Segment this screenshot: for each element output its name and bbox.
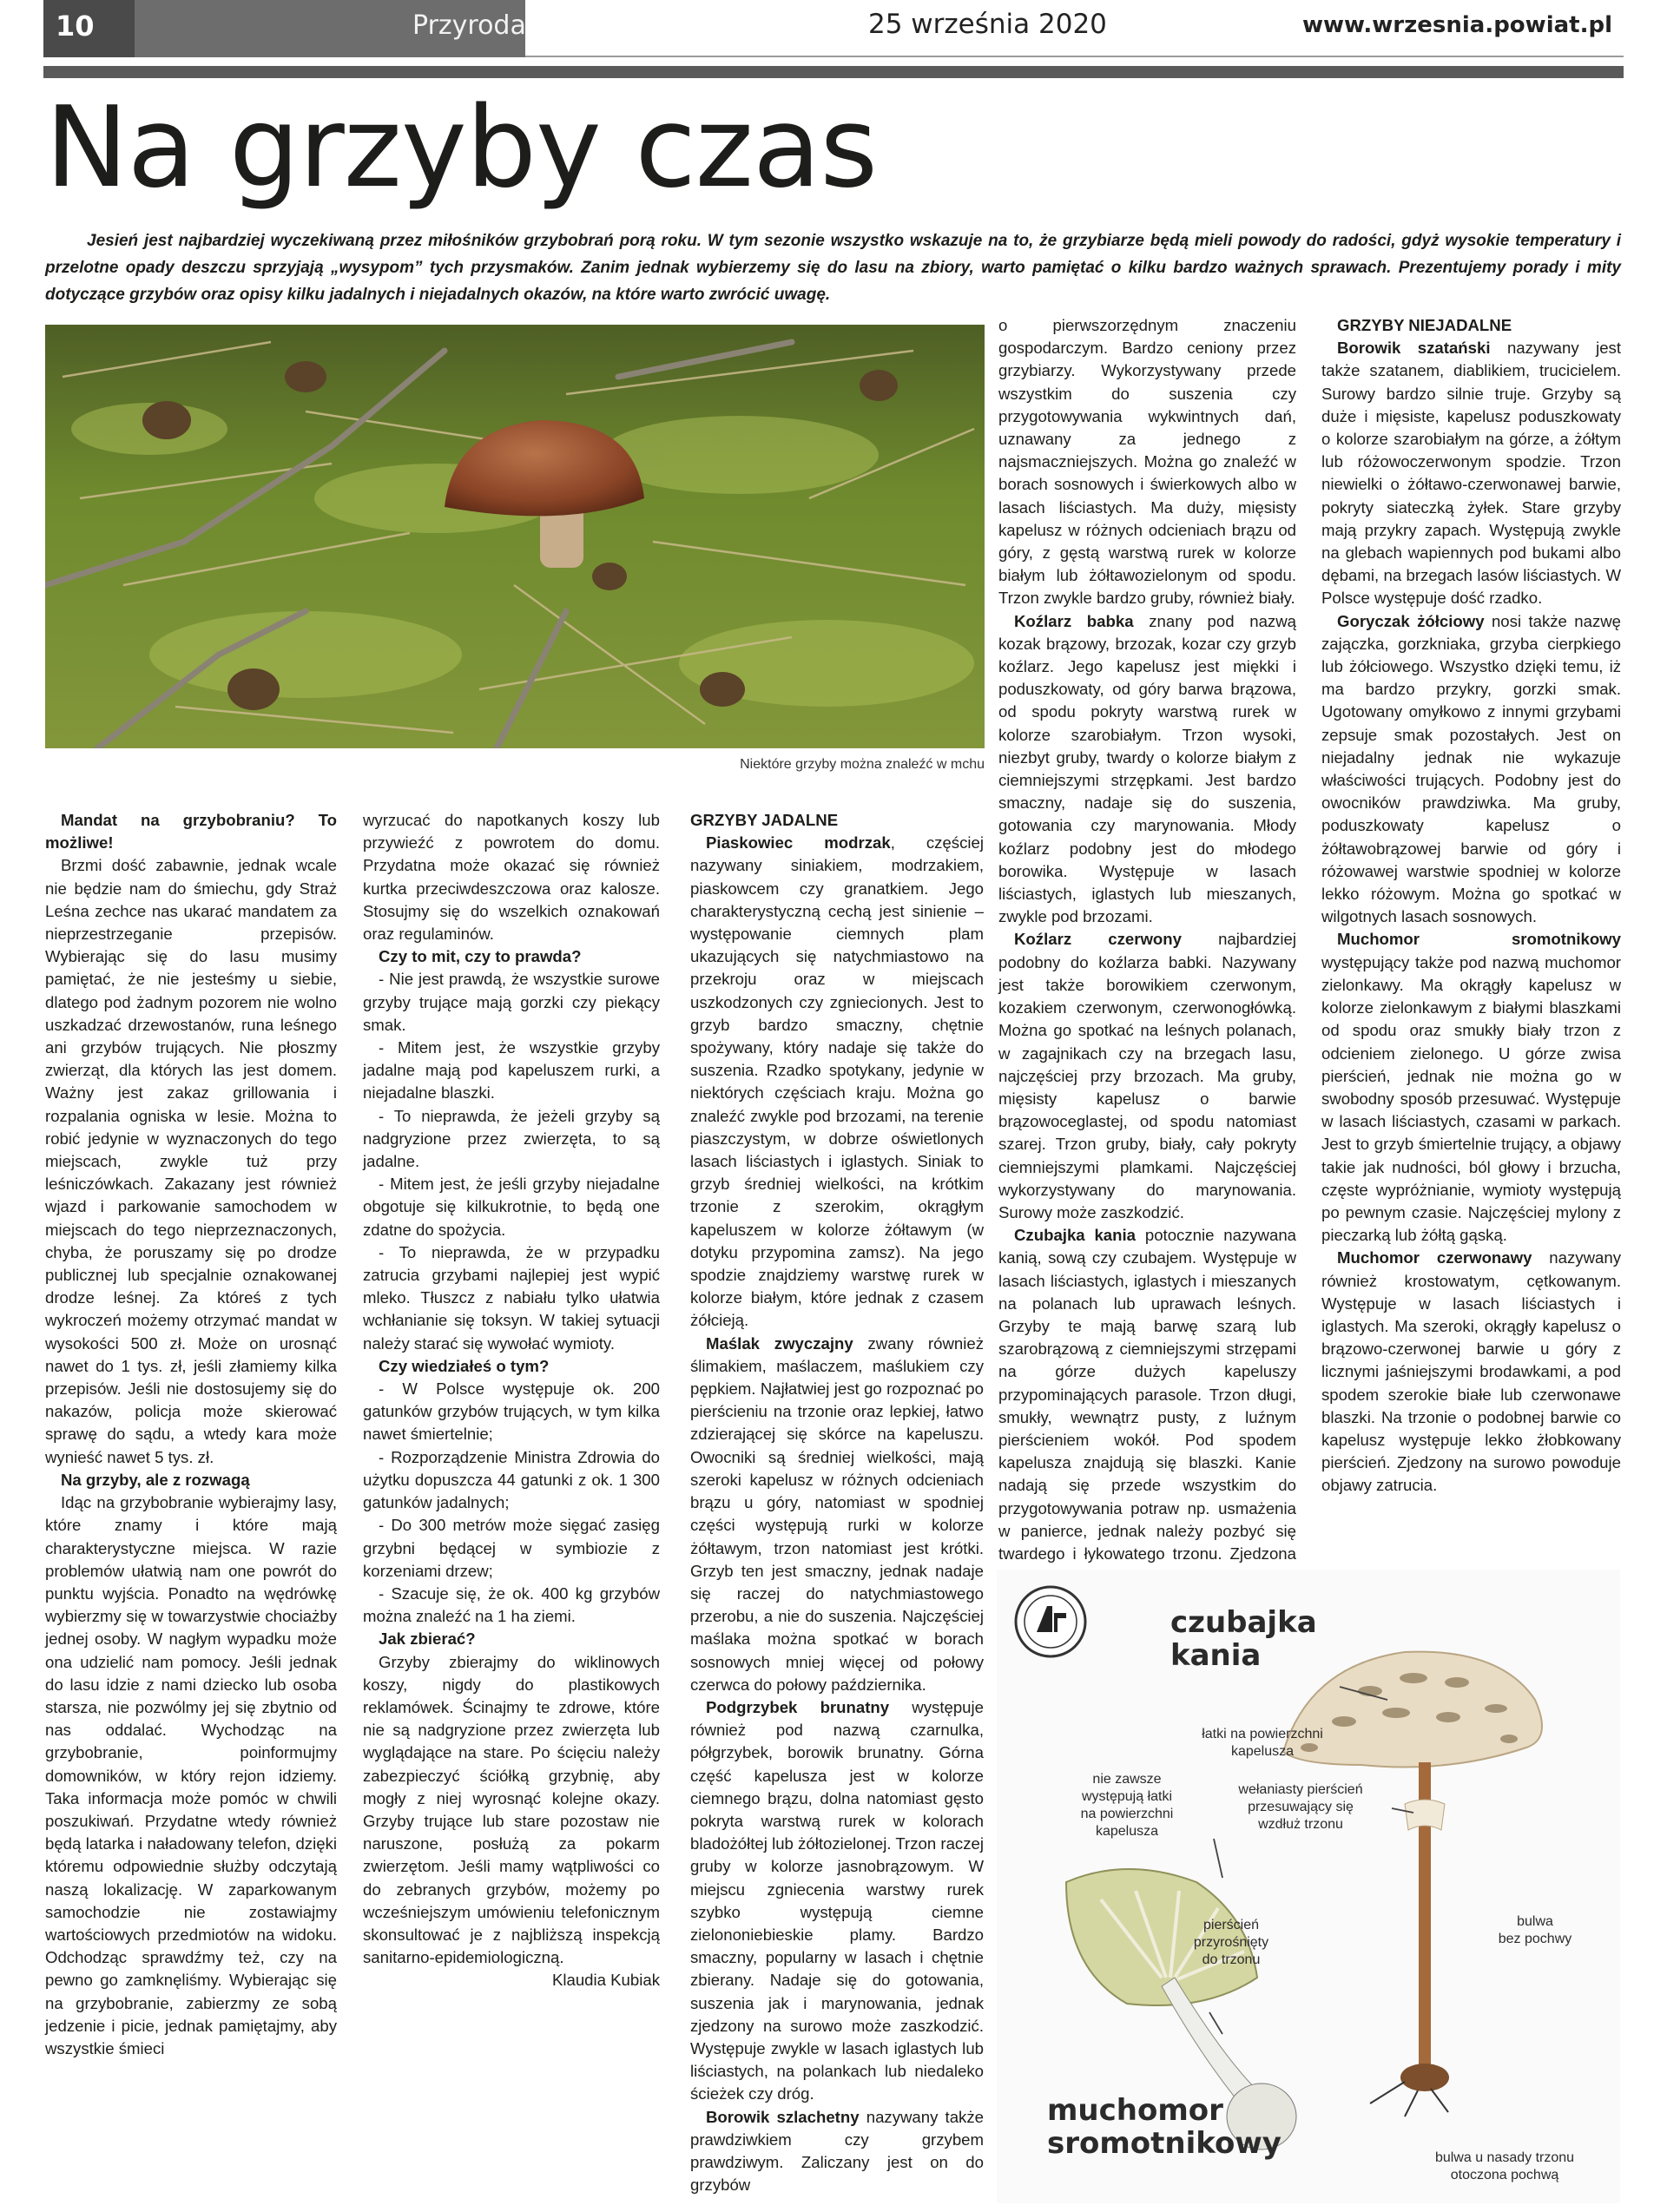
article-lead: Jesień jest najbardziej wyczekiwaną przez miłośników grzybobrań porą roku. W tym sezonie wszystko wskazuje na to, że grzybiarze będą mieli powody do radości, gdyż wysokie temperatury i przelotne opady deszczu sprzyjają „wysypom” tych przysmaków. Zanim jednak wybierzemy się do lasu na zbiory, warto pamiętać o kilku bardzo ważnych sprawach. Prezentujemy porady i mity dotyczące grzybów oraz opisy kilku jadalnych i niejadalnych okazów, na które warto zwrócić uwagę.	[45, 232, 1621, 304]
label-line: bulwa u nasady trzonu	[1434, 2150, 1575, 2165]
fact-item: - Do 300 metrów może sięgać zasięg grzybni będącej w symbiozie z korzeniami drzew;	[363, 1516, 660, 1580]
label-line: otoczona pochwą	[1450, 2168, 1559, 2182]
column-5	[1321, 314, 1621, 1498]
label-line: przyrośnięty	[1193, 1935, 1269, 1950]
mushroom-entry	[690, 832, 984, 1332]
mushroom-name: Czubajka kania	[1014, 1226, 1137, 1245]
paragraph: wyrzucać do napotkanych koszy lub przywieźć z powrotem do domu. Przydatna może okazać się również kurtka przeciwdeszczowa oraz kalosze. Stosujmy się do wszelkich oznakowań oraz regulaminów.	[363, 811, 660, 944]
parasol-mushroom-icon	[1283, 1652, 1542, 2117]
muchomor-title	[1047, 2094, 1282, 2160]
muchomor-title-line: muchomor	[1047, 2093, 1223, 2128]
label-line: występują łatki	[1081, 1789, 1173, 1804]
page-number: 10	[43, 0, 135, 57]
mushroom-description: znany pod nazwą kozak brązowy, brzozak, kozar czy grzyb koźlarz. Jego kapelusz jest miękki i poduszkowaty, od góry barwa brązowa, od spodu pokryty warstwą rurek w kolorze szarobiałym. Trzon wysoki, niezbyt gruby, twardy o kolorze białym z ciemniejszymi strzępkami. Jest bardzo smaczny, nadaje się do suszenia, gotowania czy marynowania. Młody koźlarz podobny jest do młodego borowika. Występuje w lasach liściastych, iglastych lub mieszanych, zwykle pod brzozami.	[998, 611, 1296, 926]
section-heading: GRZYBY JADALNE	[690, 811, 839, 829]
mushroom-name: Goryczak żółciowy	[1337, 611, 1485, 630]
mushroom-name: Koźlarz babka	[1014, 611, 1134, 630]
mushroom-name: Borowik szatański	[1337, 339, 1491, 358]
label-nie-zawsze	[1040, 1771, 1214, 1840]
label-line: nie zawsze	[1092, 1772, 1162, 1787]
label-pierscien-kania	[1214, 1781, 1387, 1833]
kania-title-line: kania	[1170, 1638, 1262, 1673]
label-latki	[1176, 1726, 1349, 1761]
mushroom-name: Koźlarz czerwony	[1014, 930, 1182, 949]
mushroom-entry	[690, 2106, 984, 2197]
fact-item: - Szacuje się, że ok. 400 kg grzybów można znaleźć na 1 ha ziemi.	[363, 1583, 660, 1626]
mushroom-entry	[1321, 610, 1621, 929]
label-line: kapelusza	[1095, 1824, 1159, 1839]
mushroom-description: , częściej nazywany siniakiem, modrzakiem, piaskowcem czy granatkiem. Jego charakterystyczną cechą jest sinienie – występowanie ciemnych plam ukazujących się natychmiastowo na przekroju oraz w miejscach uszkodzonych czy zgniecionych. Jest to grzyb bardzo smaczny, chętnie spożywany, który nadaje się także do suszenia. Rzadko spotykany, jedynie w niektórych częściach kraju. Można go znaleźć zwykle pod brzozami, na terenie piaszczystym, w dobrze oświetlonych lasach liściastych i iglastych. Siniak to grzyb średniej wielkości, na krótkim trzonie z szerokim, okrągłym kapeluszem w kolorze żółtawym (w dotyku przypomina zamsz). Na jego spodzie znajdziemy warstwę rurek w kolorze białym, które jednak z czasem żółcieją.	[690, 833, 985, 1330]
column-4	[998, 314, 1296, 1588]
label-line: bulwa	[1517, 1914, 1553, 1929]
mushroom-description: najbardziej podobny do koźlarza babki. Nazywany jest także borowikiem czerwonym, kozakiem czerwonym, czerwonogłówką. Można go spotkać na leśnych polanach, w zagajnikach czy na brzegach lasu, najczęściej przy brzozach. Ma gruby, mięsisty kapelusz o barwie brązowoceglastej, od spodu natomiast szarej. Trzon gruby, biały, cały pokryty ciemniejszymi plamkami. Najczęściej wykorzystywany do marynowania. Surowy może zaszkodzić.	[998, 930, 1296, 1221]
kania-title-line: czubajka	[1170, 1605, 1317, 1640]
label-bulwa	[1483, 1913, 1587, 1948]
subheading: Na grzyby, ale z rozwagą	[61, 1470, 250, 1489]
myth-item: - Mitem jest, że wszystkie grzyby jadalne mają pod kapeluszem rurki, a niejadalne blaszki.	[363, 1038, 660, 1103]
mushroom-description: występujący także pod nazwą muchomor zielonkawy. Ma okrągły kapelusz w kolorze zielonkawym z białymi blaszkami od spodu oraz smukły biały trzon z odcieniem zielonego. U górze zwisa pierścień, jednak nie można go w swobodny sposób przesuwać. Występuje w lasach liściastych, czasami w parkach. Jest to grzyb śmiertelnie trujący, a objawy takie jak nudności, ból głowy i brzucha, częste wypróżnianie, wymioty występują po pewnym czasie. Najczęściej mylony z pieczarką lub żółtą gąską.	[1321, 952, 1621, 1245]
paragraph: Brzmi dość zabawnie, jednak wcale nie będzie nam do śmiechu, gdy Straż Leśna zechce nas ukarać mandatem za nieprzestrzeganie przepisów. Wybierając się do lasu musimy pamiętać, że nie jesteśmy u siebie, dlatego pod żadnym pozorem nie wolno uszkadzać drzewostanów, runa leśnego ani grzybów trujących. Nie płoszmy zwierząt, dla których las jest domem. Ważny jest zakaz grillowania i rozpalania ogniska w lesie. Można to robić jedynie w wyznaczonych do tego miejscach, zwykle tuż przy leśniczówkach. Zakazany jest również wjazd i parkowanie samochodem w miejscach do tego nieprzeznaczonych, chyba, że poruszamy się po drodze publicznej lub specjalnie oznakowanej drodze leśnej. Za któreś z tych wykroczeń możemy otrzymać mandat w wysokości 500 zł. Może on urosnąć nawet do 1 tys. zł, jeśli złamiemy kilka przepisów. Jeśli nie dostosujemy się do nakazów, policja może skierować sprawę do sądu, a wtedy kara może wynieść nawet 5 tys. zł.	[45, 856, 337, 1466]
mushroom-entry	[1321, 1247, 1621, 1497]
kania-title	[1170, 1606, 1317, 1672]
myth-item: - To nieprawda, że jeżeli grzyby są nadgryzione przez zwierzęta, to są jadalne.	[363, 1106, 660, 1171]
mushroom-description: nazywany jest także szatanem, diablikiem, trucicielem. Surowy bardzo silnie truje. Grzyby są duże i mięsiste, kapelusz poduszkowaty o kolorze szarobiałym na górze, a żółtym lub różowoczerwonym spodzie. Trzon niewielki o żółtawo-czerwonawej barwie, pokryty siateczką żyłek. Stare grzyby mają przykry zapach. Występują zwykle na glebach wapiennych pod bukami albo dębami, na brzegach lasów liściastych. W Polsce występuje dość rzadko.	[1321, 339, 1622, 608]
column-3	[690, 809, 984, 2196]
label-line: na powierzchni	[1080, 1807, 1174, 1821]
section-heading: GRZYBY NIEJADALNE	[1337, 316, 1512, 334]
mushroom-infographic	[997, 1570, 1620, 2203]
fact-item: - W Polsce występuje ok. 200 gatunków grzybów trujących, w tym kilka nawet śmiertelnie;	[363, 1379, 660, 1444]
myth-item: - Mitem jest, że jeśli grzyby niejadalne obgotuje się kilkukrotnie, to będą one zdatne do spożycia.	[363, 1175, 660, 1239]
mushroom-description: nazywany także prawdziwkiem czy grzybem prawdziwym. Zaliczany jest on do grzybów	[690, 2107, 984, 2195]
label-bulwa-pochwa	[1405, 2149, 1604, 2184]
muchomor-title-line: sromotnikowy	[1047, 2126, 1282, 2161]
mushroom-name: Borowik szlachetny	[706, 2107, 860, 2126]
mushroom-entry	[690, 1333, 984, 1696]
website-link[interactable]: www.wrzesnia.powiat.pl	[1302, 12, 1612, 38]
mushroom-entry	[998, 928, 1296, 1224]
mushroom-name: Maślak zwyczajny	[706, 1333, 853, 1353]
mushroom-description: występuje również pod nazwą czarnulka, półgrzybek, borowik brunatny. Górna część kapelusza jest w kolorze ciemnego brązu, dolna natomiast gęsto pokryta warstwą rurek w kolorach bladożółtej lub żółtozielonej. Trzon raczej gruby w kolorze jasnobrązowym. W miejscu zgniecenia warstwy rurek szybko występują ciemne zielononiebieskie plamy. Bardzo smaczny, popularny w lasach i chętnie zbierany. Nadaje się do gotowania, suszenia jak i marynowania, jednak zjedzony na surowo może zaszkodzić. Występuje zwykle w lasach iglastych lub liściastych, na polankach lub niedaleko ścieżek czy dróg.	[690, 1697, 984, 2103]
mushroom-description: nosi także nazwę zajączka, gorzkniaka, grzyba cierpkiego lub żółciowego. Wszystko dzięki temu, iż ma bardzo przykry, gorzki smak. Ugotowany omyłkowo z innymi grzybami zepsuje smak pozostałych. Jest on niejadalny jednak nie wykazuje właściwości trujących. Podobny jest do owocników prawdziwka. Ma gruby, poduszkowaty kapelusz o żółtawobrązowej barwie od góry i różowawej warstwie spodniej w kolorze lekko różowym. Można go spotkać w wilgotnych lasach sosnowych.	[1321, 611, 1622, 926]
subheading: Jak zbierać?	[379, 1629, 476, 1649]
header-bar	[43, 66, 1624, 78]
mushroom-entry	[998, 610, 1296, 929]
paragraph: Grzyby zbierajmy do wiklinowych koszy, nigdy do plastikowych reklamówek. Ścinajmy te zdrowe, które nie są nadgryzione przez zwierzęta lub wyglądające na stare. Po ścięciu należy zabezpieczyć ściółką grzybnię, aby mogły z niej wyrosnąć kolejne okazy. Grzyby trujące lub stare pozostaw nie naruszone, posłużą za pokarm zwierzętom. Jeśli mamy wątpliwości co do zebranych grzybów, możemy po wcześniejszym umówieniu telefonicznym skonsultować je z najbliższą inspekcją sanitarno-epidemiologiczną.	[363, 1652, 660, 1967]
mushroom-name: Piaskowiec modrzak	[706, 833, 891, 853]
author-name: Klaudia Kubiak	[551, 1971, 660, 1990]
fact-item: - Rozporządzenie Ministra Zdrowia do użytku dopuszcza 44 gatunki z ok. 1 300 gatunków jadalnych;	[363, 1447, 660, 1512]
label-line: kapelusza	[1230, 1744, 1295, 1759]
article-title: Na grzyby czas	[45, 83, 878, 213]
label-line: wełaniasty pierścień	[1238, 1782, 1363, 1797]
mushroom-name: Podgrzybek brunatny	[706, 1697, 890, 1716]
myth-item: - Nie jest prawdą, że wszystkie surowe grzyby trujące mają gorzki czy piekący smak.	[363, 970, 660, 1034]
section-name: Przyroda	[135, 0, 525, 57]
mushroom-description: potocznie nazywana kanią, sową czy czubajem. Występuje w lasach liściastych, iglastych i mieszanych na polanach lub uprawach leśnych. Grzyby te mają barwę szarą lub szarobrązową z ciemniejszymi strzępami na górze dużych kapeluszy przypominających parasole. Trzon długi, smukły, wewnątrz pusty, z luźnym pierścieniem wokół. Pod spodem kapelusza znajdują się blaszki. Kanie nadają się przede wszystkim do przygotowywania potraw np. usmażenia w panierce, jednak należy pozbyć się twardego i łykowatego trzonu. Zjedzona	[998, 1226, 1297, 1563]
issue-date: 25 września 2020	[868, 9, 1107, 40]
mushroom-entry	[1321, 337, 1621, 609]
label-line: bez pochwy	[1498, 1932, 1572, 1946]
label-line: pierścień	[1202, 1918, 1260, 1932]
paragraph: o pierwszorzędnym znaczeniu gospodarczym. Bardzo ceniony przez grzybiarzy. Wykorzystywany przede wszystkim do suszenia czy przygotowywania wykwintnych dań, uznawany za jednego z najsmaczniejszych. Można go znaleźć w borach sosnowych i świerkowych albo w lasach liściastych. Ma duży, mięsisty kapelusz w różnych odcieniach brązu od góry, z gęstą warstwą rurek w kolorze białym lub żółtawozielonym od spodu. Trzon zwykle bardzo gruby, również biały.	[998, 316, 1296, 608]
label-line: wzdłuż trzonu	[1258, 1817, 1343, 1832]
subheading: Czy wiedziałeś o tym?	[379, 1356, 550, 1375]
paragraph: Idąc na grzybobranie wybierajmy lasy, które znamy i które mają charakterystyczne miejsca. W razie problemów ułatwią nam one powrót do punktu wyjścia. Ponadto na wędrówkę wybierzmy się w towarzystwie chociażby jednej osoby. W nagłym wypadku może ona udzielić nam pomocy. Jeśli jednak do lasu idzie z nami dziecko lub osoba starsza, nie pozwólmy jej się zbytnio od nas oddalać. Wychodząc na grzybobranie, poinformujmy domowników, w który rejon idziemy. Taka informacja może pomóc w chwili poszukiwań. Przydatne wtedy również będą latarka i naładowany telefon, dzięki któremu odpowiednie służby odczytają naszą lokalizację. W zaparkowanym samochodzie nie zostawiajmy wartościowych przedmiotów na widoku. Odchodząc sprawdźmy też, czy na pewno go zamknęliśmy. Wybierając się na grzybobranie, zabierzmy ze sobą jedzenie i picie, jednak pamiętajmy, aby wszystkie śmieci	[45, 1493, 337, 2057]
label-line: do trzonu	[1202, 1952, 1261, 1967]
mushroom-entry	[1321, 928, 1621, 1247]
photo-caption: Niektóre grzyby można znaleźć w mchu	[740, 757, 985, 772]
mushroom-entry	[690, 1696, 984, 2106]
label-line: przesuwający się	[1248, 1800, 1354, 1814]
label-pierscien-muchomor	[1162, 1917, 1301, 1969]
mushroom-entry	[998, 1224, 1296, 1588]
subheading: Mandat na grzybobraniu? To możliwe!	[45, 811, 337, 853]
mushroom-name: Muchomor czerwonawy	[1337, 1248, 1532, 1267]
mushroom-photo	[45, 325, 985, 748]
myth-item: - To nieprawda, że w przypadku zatrucia grzybami najlepiej jest wypić mleko. Tłuszcz z nabiału tylko ułatwia wchłanianie się toksyn. W takiej sytuacji należy starać się wywołać wymioty.	[363, 1242, 660, 1353]
label-line: łatki na powierzchni	[1202, 1727, 1323, 1741]
header-rule	[525, 56, 1624, 57]
column-1	[45, 809, 337, 2060]
column-2	[363, 809, 660, 1992]
mushroom-description: zwany również ślimakiem, maślaczem, maślukiem czy pępkiem. Najłatwiej jest go rozpoznać po pierścieniu na trzonie oraz lepkiej, łatwo zdzierającej się skórce na kapeluszu. Owocniki są średniej wielkości, mają szeroki kapelusz w różnych odcieniach brązu u góry, natomiast w spodniej części występują rurki w kolorze żółtawym, trzon natomiast jest krótki. Grzyb ten jest smaczny, jednak nadaje się raczej do natychmiastowego przerobu, a nie do suszenia. Najczęściej maślaka można spotkać w borach sosnowych mniej więcej od połowy czerwca do połowy października.	[690, 1333, 984, 1694]
lasy-panstwowe-logo-icon	[1016, 1587, 1085, 1656]
mushroom-description: nazywany również krostowatym, cętkowanym. Występuje w lasach liściastych i iglastych. Ma szeroki, okrągły kapelusz o brązowo-czerwonej barwie u góry z licznymi jaśniejszymi brodawkami, a pod spodem szerokie białe lub czerwonawe blaszki. Na trzonie o podobnej barwie co kapelusz występuje lekko żłobkowany pierścień. Zjedzony na surowo powoduje objawy zatrucia.	[1321, 1248, 1621, 1495]
mushroom-name: Muchomor sromotnikowy	[1337, 930, 1621, 949]
subheading: Czy to mit, czy to prawda?	[379, 947, 582, 966]
